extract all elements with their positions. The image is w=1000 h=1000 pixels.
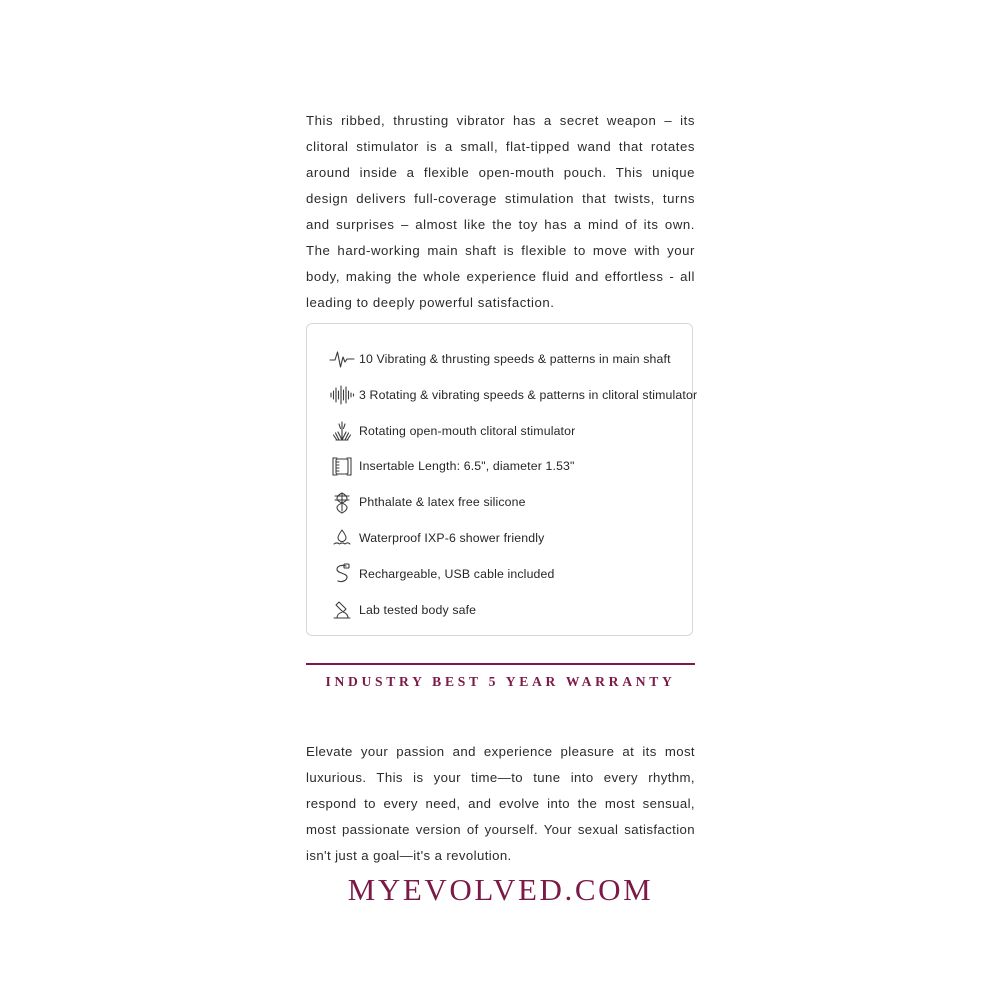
usb-cable-icon xyxy=(325,559,359,589)
burst-rays-icon xyxy=(325,416,359,446)
list-item-label: Insertable Length: 6.5", diameter 1.53" xyxy=(359,459,575,473)
closing-paragraph: Elevate your passion and experience pleasure at its most luxurious. This is your time—to tune into every rhythm, respond to every need, and evolve into the most sensual, most passionate version of yourself. Your sexual satisfaction isn't just a goal—it's a revolution. xyxy=(306,744,695,864)
list-item xyxy=(325,592,680,628)
list-item xyxy=(325,341,680,377)
list-item-label: Lab tested body safe xyxy=(359,603,477,617)
product-detail-page xyxy=(306,0,698,1000)
list-item xyxy=(325,448,680,484)
warranty-label: INDUSTRY BEST 5 YEAR WARRANTY xyxy=(325,674,676,689)
list-item-label: Rechargeable, USB cable included xyxy=(359,567,555,581)
list-item xyxy=(325,484,680,520)
list-item xyxy=(325,413,680,449)
intro-paragraph: This ribbed, thrusting vibrator has a secret weapon – its clitoral stimulator is a small, flat-tipped wand that rotates around inside a flexible open-mouth pouch. This unique design delivers full-coverage stimulation that twists, turns and surprises – almost like the toy has a mind of its own. The hard-working main shaft is flexible to move with your body, making the whole experience fluid and effortless - all leading to deeply powerful satisfaction. xyxy=(306,113,695,311)
medical-caduceus-icon xyxy=(325,487,359,517)
microscope-icon xyxy=(325,595,359,625)
list-item-label: Phthalate & latex free silicone xyxy=(359,495,526,509)
list-item-label: Waterproof IXP-6 shower friendly xyxy=(359,531,545,545)
list-item-label: 10 Vibrating & thrusting speeds & patterns in main shaft xyxy=(359,352,671,366)
list-item xyxy=(325,520,680,556)
list-item xyxy=(325,556,680,592)
measure-ruler-icon xyxy=(325,451,359,481)
features-list xyxy=(306,323,698,636)
sound-bars-icon xyxy=(325,380,359,410)
list-item-label: Rotating open-mouth clitoral stimulator xyxy=(359,424,576,438)
water-drop-icon xyxy=(325,523,359,553)
list-item-label: 3 Rotating & vibrating speeds & patterns in clitoral stimulator xyxy=(359,388,698,402)
website-url[interactable]: MYEVOLVED.COM xyxy=(347,872,654,907)
list-item xyxy=(325,377,698,413)
warranty-divider xyxy=(306,663,695,665)
warranty-banner xyxy=(306,663,695,690)
waveform-pulse-icon xyxy=(325,344,359,374)
